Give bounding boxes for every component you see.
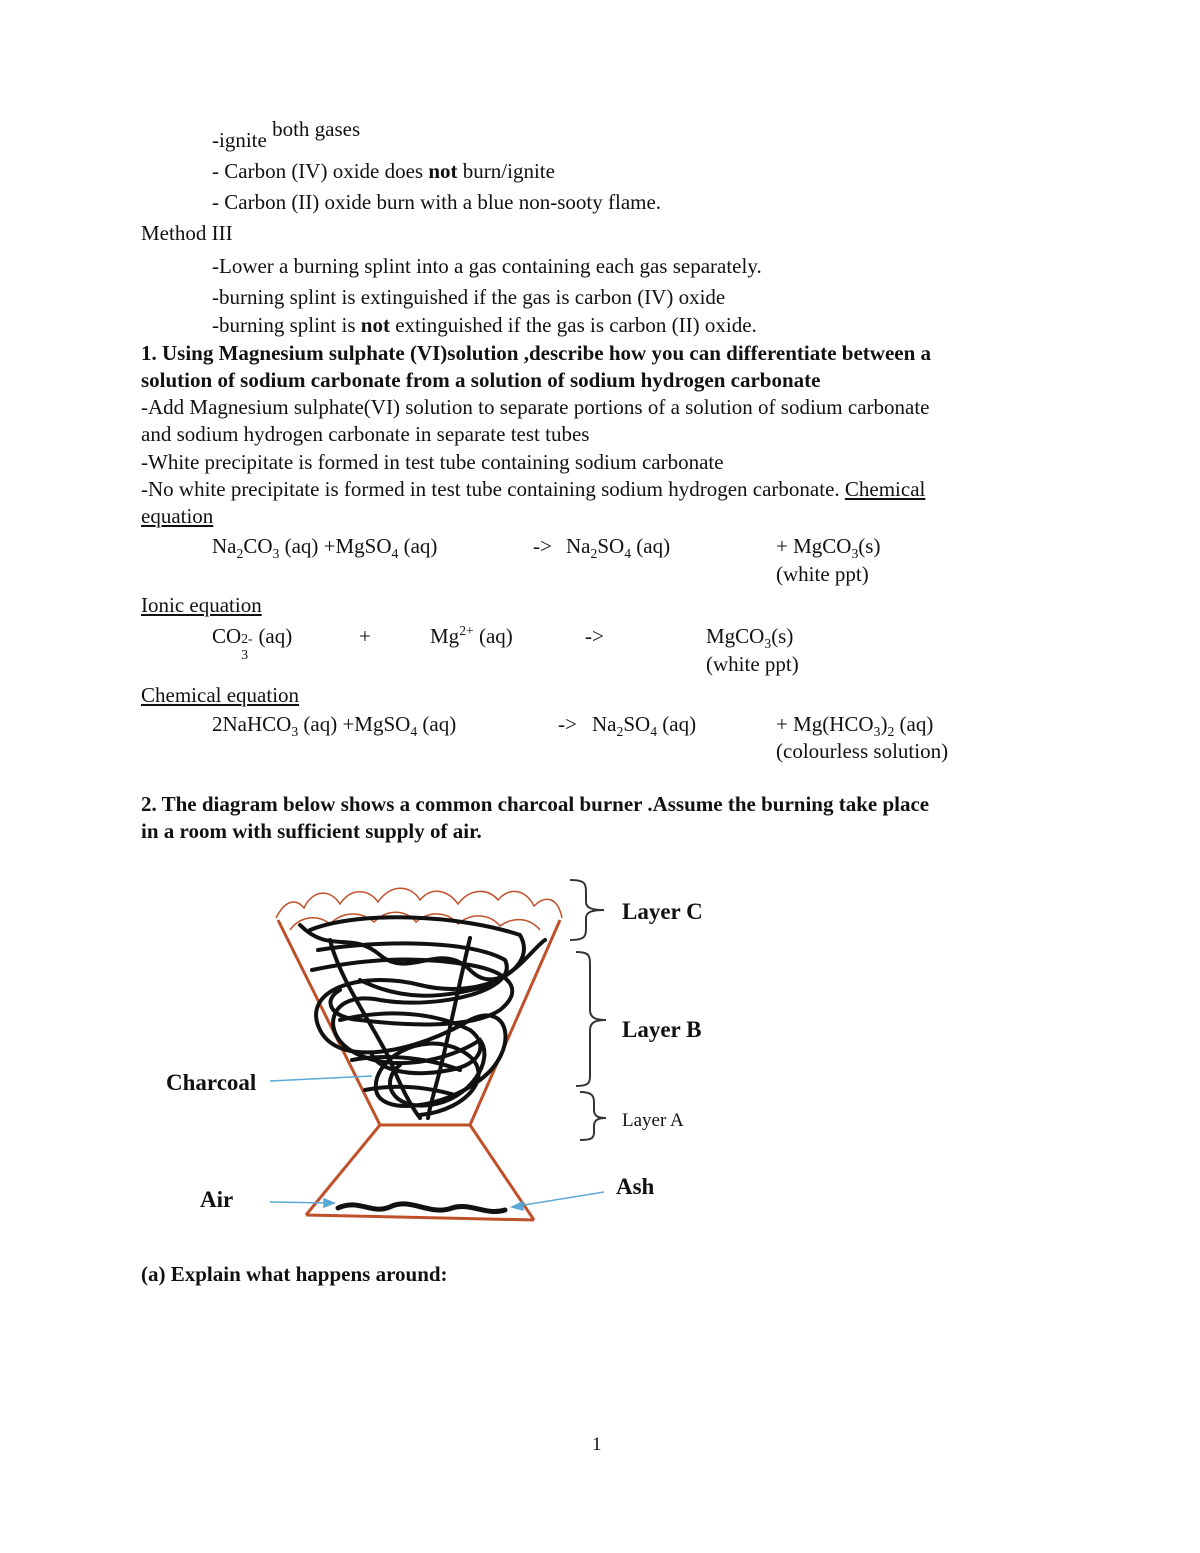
q2-question-line2: in a room with sufficient supply of air. [141, 819, 482, 843]
method3-line3: -burning splint is not extinguished if the gas is carbon (II) oxide. [212, 313, 757, 337]
chemical-equation2-label: Chemical equation [141, 683, 300, 707]
ionic-magnesium: $Mg^{2+}$ (aq) [430, 623, 513, 648]
ionic-note: (white ppt) [706, 652, 799, 676]
page-number: 1 [592, 1434, 602, 1455]
q1-answer-line4: -No white precipitate is formed in test tube containing sodium hydrogen carbonate. Chemical [141, 477, 926, 501]
q1-question-line2: solution of sodium carbonate from a solution of sodium hydrogen carbonate [141, 368, 821, 392]
ionic-plus: + [359, 624, 371, 648]
ash-deposit [338, 1204, 505, 1212]
charcoal-mass [300, 917, 545, 1118]
ignite-superscript: both gases [272, 117, 361, 141]
charcoal-label: Charcoal [166, 1070, 257, 1095]
q1-answer-line1: -Add Magnesium sulphate(VI) solution to separate portions of a solution of sodium carbonate [141, 395, 930, 419]
method3-heading: Method III [141, 221, 233, 245]
layer-a-label: Layer A [622, 1110, 684, 1131]
q2-part-a: (a) Explain what happens around: [141, 1262, 448, 1286]
q1-question-line1: 1. Using Magnesium sulphate (VI)solution ,describe how you can differentiate between a [141, 341, 932, 365]
eq2-lhs: 2NaHCO$_3$ (aq) +MgSO$_4$ (aq) [212, 712, 457, 740]
layer-braces [570, 880, 606, 1140]
ionic-arrow: -> [585, 624, 604, 648]
ionic-equation-label: Ionic equation [141, 593, 262, 617]
eq2-note: (colourless solution) [776, 739, 949, 763]
ionic-carbonate: CO 2- 3 (aq) [212, 624, 293, 662]
eq1-lhs: $Na_2CO_3$ (aq) +MgSO$_4$ (aq) [212, 534, 438, 562]
eq1-mid: $Na_2SO_4$ (aq) [566, 534, 671, 562]
ash-label: Ash [616, 1174, 655, 1199]
chemical-equation-label-b: equation [141, 504, 214, 528]
layer-b-label: Layer B [622, 1017, 702, 1042]
eq2-arrow: -> [558, 712, 577, 736]
layer-c-label: Layer C [622, 899, 703, 924]
q1-answer-line3: -White precipitate is formed in test tube containing sodium carbonate [141, 450, 724, 474]
eq1-note: (white ppt) [776, 562, 869, 586]
q2-question-line1: 2. The diagram below shows a common charcoal burner .Assume the burning take place [141, 792, 930, 816]
label-pointers [270, 1076, 604, 1210]
ionic-product: MgCO$_3$(s) [706, 624, 794, 652]
co-ignite-line: - Carbon (II) oxide burn with a blue non-sooty flame. [212, 190, 662, 214]
ignite-prefix: -ignite [212, 128, 267, 152]
ignite-line [212, 117, 361, 152]
eq1-arrow: -> [533, 534, 552, 558]
chemical-equation-label-a: Chemical [844, 477, 926, 501]
method3-line2: -burning splint is extinguished if the gas is carbon (IV) oxide [212, 285, 726, 309]
method3-line1: -Lower a burning splint into a gas containing each gas separately. [212, 254, 762, 278]
co2-ignite-line: - Carbon (IV) oxide does not burn/ignite [212, 159, 555, 183]
flame-outline [276, 888, 562, 930]
eq1-rhs: + MgCO$_3$(s) [776, 534, 881, 562]
eq2-mid: $Na_2SO_4$ (aq) [592, 712, 697, 740]
q1-answer-line2: and sodium hydrogen carbonate in separate test tubes [141, 422, 590, 446]
air-label: Air [200, 1187, 234, 1212]
eq2-rhs: + $Mg(HCO_3)_2$ (aq) [776, 712, 934, 740]
